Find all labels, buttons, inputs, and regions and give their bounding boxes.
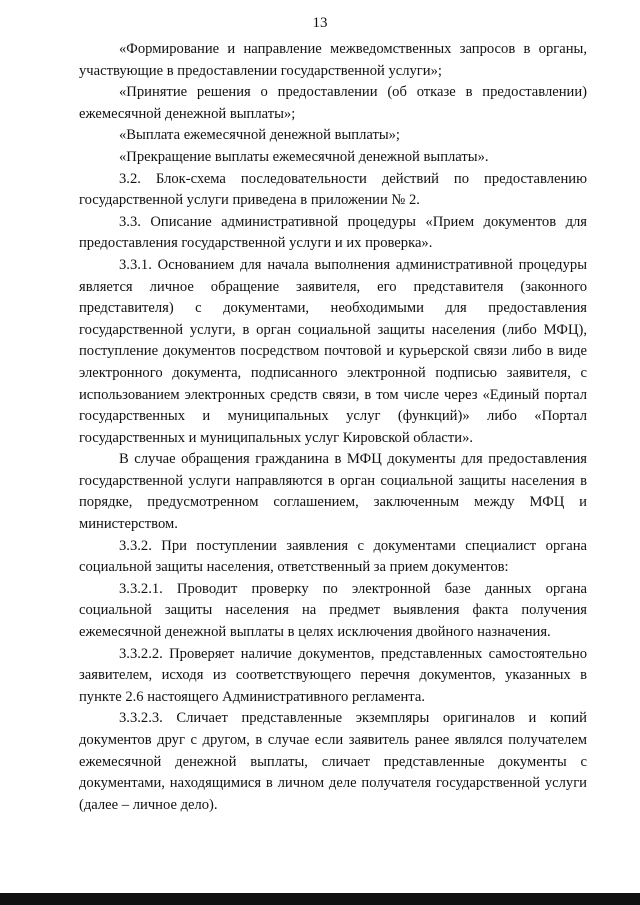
paragraph-3-3-2-1: 3.3.2.1. Проводит проверку по электронной базе данных органа социальной защиты населения на предмет выявления факта получения ежемесячной денежной выплаты в целях исключения двойного назначения.	[79, 580, 587, 641]
paragraph-payment: «Выплата ежемесячной денежной выплаты»;	[119, 127, 400, 144]
paragraph-3-2: 3.2. Блок-схема последовательности действий по предоставлению государственной услуги приведена в приложении № 2.	[79, 170, 587, 209]
page-number: 13	[312, 15, 328, 31]
paragraph-3-3-2-2: 3.3.2.2. Проверяет наличие документов, представленных самостоятельно заявителем, исходя из соответствующего перечня документов, указанных в пункте 2.6 настоящего Административного регламента.	[79, 645, 587, 705]
paragraph-3-3-2-3: 3.3.2.3. Сличает представленные экземпляры оригиналов и копий документов друг с другом, в случае если заявитель ранее являлся получателем ежемесячной денежной выплаты, сличает представленные документы с документами, находящимися в личном деле получателя государственной услуги (далее – личное дело).	[79, 710, 587, 813]
document-body	[79, 39, 587, 816]
scan-edge-bar	[0, 893, 640, 905]
paragraph-termination: «Прекращение выплаты ежемесячной денежной выплаты».	[119, 148, 489, 165]
paragraph-3-3-2: 3.3.2. При поступлении заявления с документами специалист органа социальной защиты населения, ответственный за прием документов:	[79, 537, 587, 576]
paragraph-decision: «Принятие решения о предоставлении (об отказе в предоставлении) ежемесячной денежной выплаты»;	[79, 84, 587, 122]
paragraph-request-formation: «Формирование и направление межведомственных запросов в органы, участвующие в предоставлении государственной услуги»;	[79, 41, 587, 79]
paragraph-3-3: 3.3. Описание административной процедуры «Прием документов для предоставления государственной услуги и их проверка».	[79, 213, 587, 252]
paragraph-mfc: В случае обращения гражданина в МФЦ документы для предоставления государственной услуги направляются в орган социальной защиты населения в порядке, предусмотренном соглашением, заключенным между МФЦ и министерством.	[79, 451, 587, 533]
paragraph-3-3-1: 3.3.1. Основанием для начала выполнения административной процедуры является личное обращение заявителя, его представителя (законного представителя) с документами, необходимыми для предоставления государственной услуги, в орган социальной защиты населения (либо МФЦ), поступление документов посредством почтовой и курьерской связи либо в виде электронного документа, подписанного электронной подписью заявителя, с использованием электронных средств связи, в том числе через «Единый портал государственных и муниципальных услуг (функций)» либо «Портал государственных и муниципальных услуг Кировской области».	[79, 256, 587, 446]
